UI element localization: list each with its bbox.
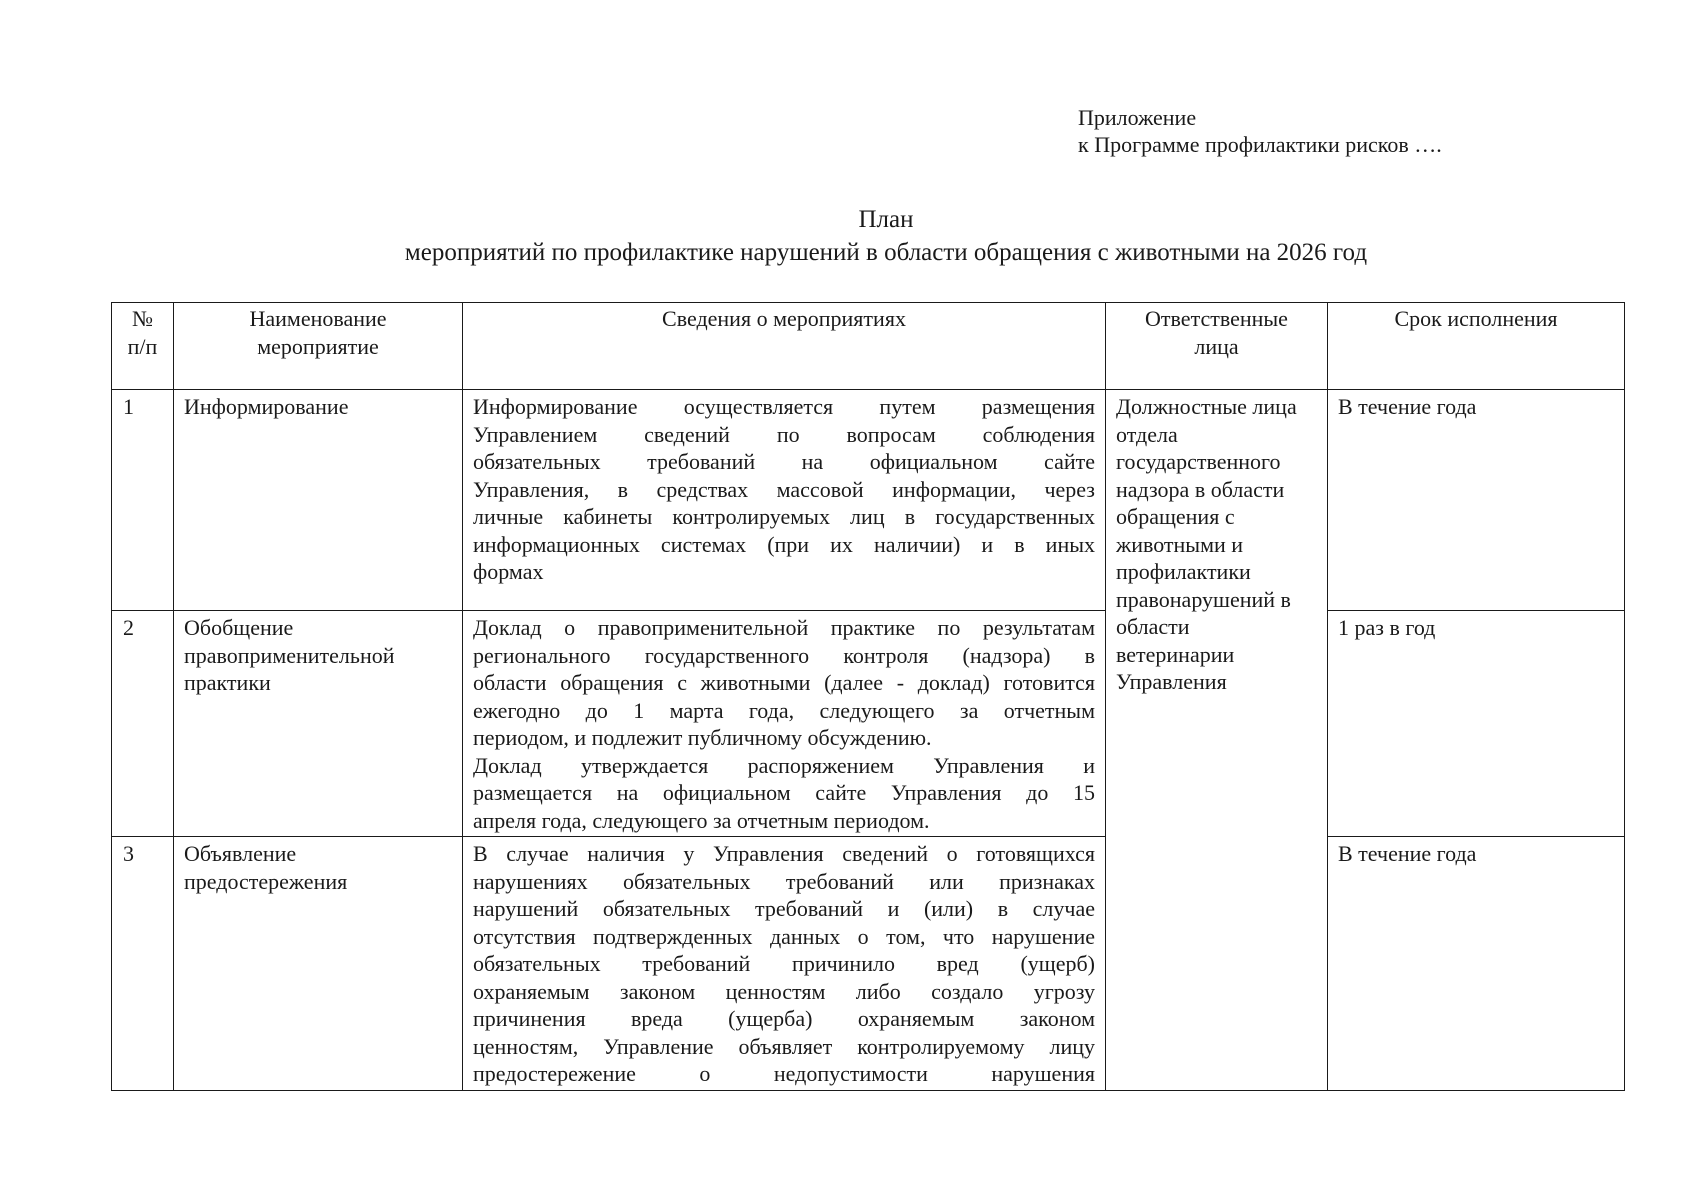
document-title xyxy=(0,203,1684,269)
title-line-1: План xyxy=(858,206,914,233)
title-line-2: мероприятий по профилактике нарушений в области обращения с животными на 2026 год xyxy=(404,239,1368,266)
row-deadline: 1 раз в год xyxy=(1328,611,1625,837)
header-num: № п/п xyxy=(112,303,174,390)
row-deadline: В течение года xyxy=(1328,390,1625,611)
row-deadline: В течение года xyxy=(1328,837,1625,1091)
responsible-persons: Должностные лица отдела государственного надзора в области обращения с животными и профилактики правонарушений в области ветеринарии Управления xyxy=(1106,390,1328,1091)
row-num: 2 xyxy=(112,611,174,837)
plan-table xyxy=(111,302,1625,1091)
header-responsible: Ответственные лица xyxy=(1106,303,1328,390)
row-name: Объявление предостережения xyxy=(174,837,463,1091)
header-name: Наименование мероприятие xyxy=(174,303,463,390)
appendix-note xyxy=(1078,104,1442,158)
row-info: В случае наличия у Управления сведений о готовящихся нарушениях обязательных требований или признаках нарушений обязательных требований и (или) в случае отсутствия подтвержденных данных о том, что нарушение обязательных требований причинило вред (ущерб) охраняемым законом ценностям либо создало угрозу причинения вреда (ущерба) охраняемым законом ценностям, Управление объявляет контролируемому лицу предостережение о недопустимости нарушения xyxy=(463,837,1106,1091)
row-name: Обобщение правоприменительной практики xyxy=(174,611,463,837)
row-info: Доклад о правоприменительной практике по результатам регионального государственного контроля (надзора) в области обращения с животными (далее - доклад) готовится ежегодно до 1 марта года, следующего за отчетным периодом, и подлежит публичному обсуждению. Доклад утверждается распоряжением Управления и размещается на официальном сайте Управления до 15 апреля года, следующего за отчетным периодом. xyxy=(463,611,1106,837)
row-info: Информирование осуществляется путем размещения Управлением сведений по вопросам соблюдения обязательных требований на официальном сайте Управления, в средствах массовой информации, через личные кабинеты контролируемых лиц в государственных информационных системах (при их наличии) и в иных формах xyxy=(463,390,1106,611)
row-name: Информирование xyxy=(174,390,463,611)
appendix-line-1: Приложение xyxy=(1078,105,1197,130)
appendix-line-2: к Программе профилактики рисков …. xyxy=(1078,132,1442,157)
table-header-row xyxy=(112,303,1625,390)
table-row xyxy=(112,837,1625,1091)
row-num: 3 xyxy=(112,837,174,1091)
table-row xyxy=(112,611,1625,837)
row-num: 1 xyxy=(112,390,174,611)
header-info: Сведения о мероприятиях xyxy=(463,303,1106,390)
table-row xyxy=(112,390,1625,611)
header-deadline: Срок исполнения xyxy=(1328,303,1625,390)
